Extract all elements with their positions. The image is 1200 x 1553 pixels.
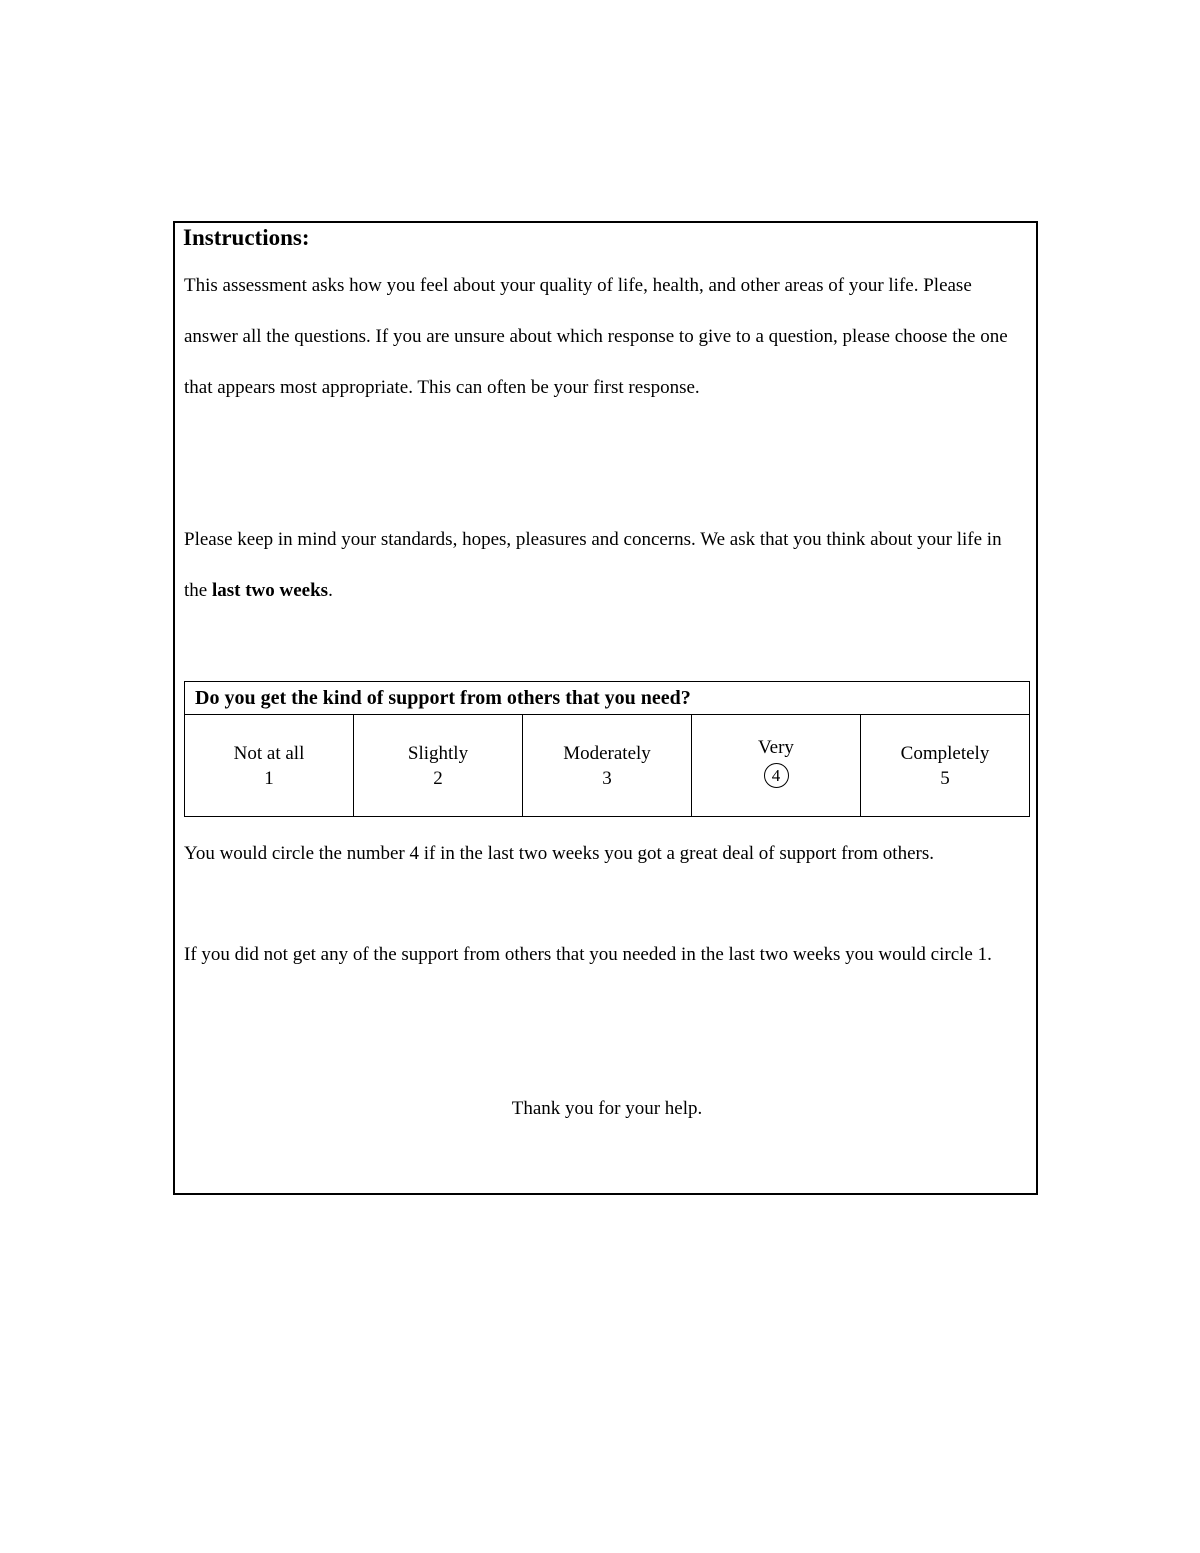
reflection-paragraph xyxy=(184,515,1014,617)
option-number: 2 xyxy=(433,767,443,789)
example-counter-explanation: If you did not get any of the support from others that you needed in the last two weeks you would circle 1. xyxy=(184,944,992,965)
option-number: 5 xyxy=(940,767,950,789)
thank-you-note: Thank you for your help. xyxy=(511,1098,703,1119)
option-number: 1 xyxy=(264,767,274,789)
circled-option-number: 4 xyxy=(764,763,789,788)
option-not-at-all xyxy=(185,715,354,817)
option-label: Not at all xyxy=(233,742,305,764)
option-label: Very xyxy=(758,737,794,758)
example-question-table xyxy=(184,681,1030,817)
option-label: Completely xyxy=(900,742,990,764)
example-question: Do you get the kind of support from others that you need? xyxy=(185,682,1030,715)
reflection-text: Please keep in mind your standards, hopes, pleasures and concerns. We ask that you think about your life in the xyxy=(184,529,1002,601)
option-label: Moderately xyxy=(563,742,651,764)
option-number: 3 xyxy=(602,767,612,789)
reflection-text-end: . xyxy=(328,579,333,601)
instructions-heading: Instructions: xyxy=(183,225,310,250)
option-completely xyxy=(861,715,1030,817)
time-frame-emphasis: last two weeks xyxy=(211,579,329,601)
option-very xyxy=(692,715,861,817)
response-scale-row xyxy=(185,715,1030,817)
intro-paragraph: This assessment asks how you feel about your quality of life, health, and other areas of your life. Please answer all the questions. If you are unsure about which response to give to a question, please choose the one that appears most appropriate. This can often be your first response. xyxy=(184,275,1008,398)
option-moderately xyxy=(523,715,692,817)
example-explanation: You would circle the number 4 if in the last two weeks you got a great deal of support from others. xyxy=(184,843,934,864)
option-slightly xyxy=(354,715,523,817)
option-label: Slightly xyxy=(407,742,469,764)
